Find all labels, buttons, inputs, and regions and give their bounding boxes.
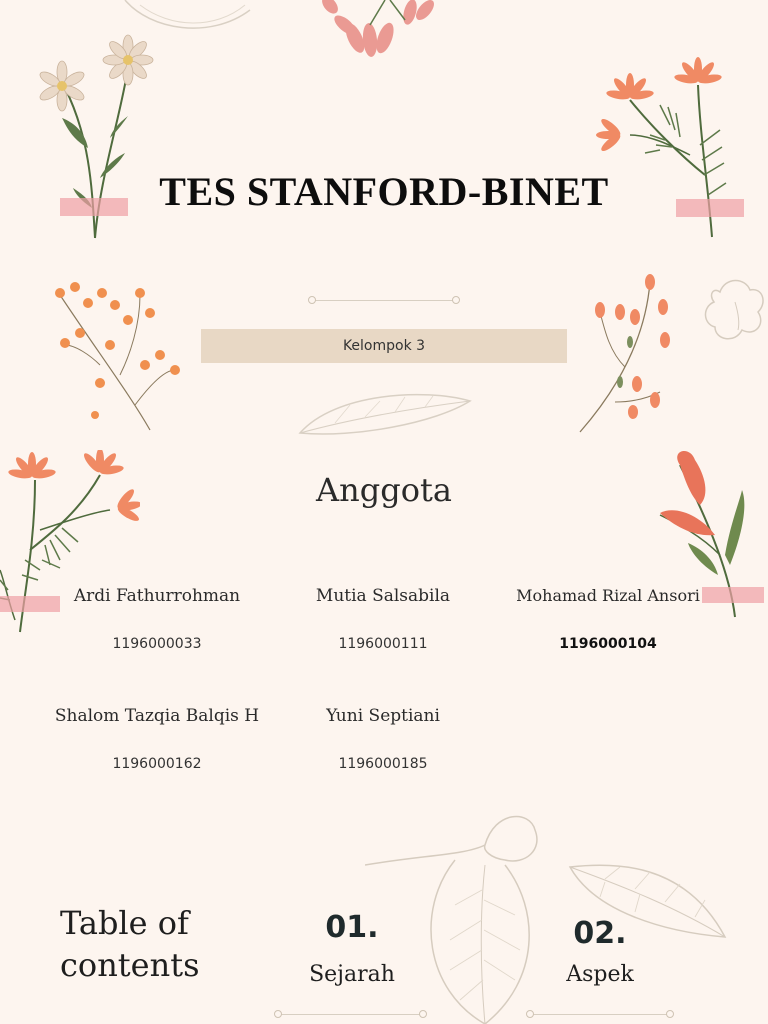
members-heading: Anggota bbox=[316, 471, 452, 509]
title-divider bbox=[312, 300, 456, 301]
member-id: 1196000162 bbox=[112, 756, 202, 772]
member-name: Mutia Salsabila bbox=[315, 586, 451, 606]
orange-sprig-right-icon bbox=[575, 272, 685, 434]
member-name: Shalom Tazqia Balqis H bbox=[54, 706, 260, 726]
toc-title bbox=[60, 902, 199, 986]
group-label: Kelompok 3 bbox=[342, 338, 426, 354]
pink-flower-top-icon bbox=[315, 0, 445, 65]
member-id: 1196000111 bbox=[338, 636, 428, 652]
slide-title: TES STANFORD-BINET bbox=[159, 169, 609, 214]
flower-outline-right-icon bbox=[700, 272, 768, 347]
member-id: 1196000104 bbox=[559, 636, 657, 652]
leaf-outline-center-icon bbox=[295, 393, 475, 435]
toc-item-label[interactable]: Sejarah bbox=[309, 962, 395, 987]
toc-item-label[interactable]: Aspek bbox=[566, 962, 634, 987]
member-name: Mohamad Rizal Ansori bbox=[516, 586, 700, 605]
member-id: 1196000033 bbox=[112, 636, 202, 652]
member-name: Yuni Septiani bbox=[326, 706, 440, 726]
toc-divider bbox=[530, 1014, 670, 1015]
orange-sprig-left-icon bbox=[40, 275, 190, 435]
toc-title-line2: contents bbox=[60, 946, 200, 984]
toc-divider bbox=[278, 1014, 423, 1015]
toc-title-line1: Table of bbox=[60, 904, 189, 942]
member-name: Ardi Fathurrohman bbox=[73, 586, 241, 606]
member-id: 1196000185 bbox=[338, 756, 428, 772]
group-label-box bbox=[201, 329, 567, 363]
toc-item-number: 02. bbox=[573, 916, 627, 951]
toc-item-number: 01. bbox=[325, 910, 379, 945]
